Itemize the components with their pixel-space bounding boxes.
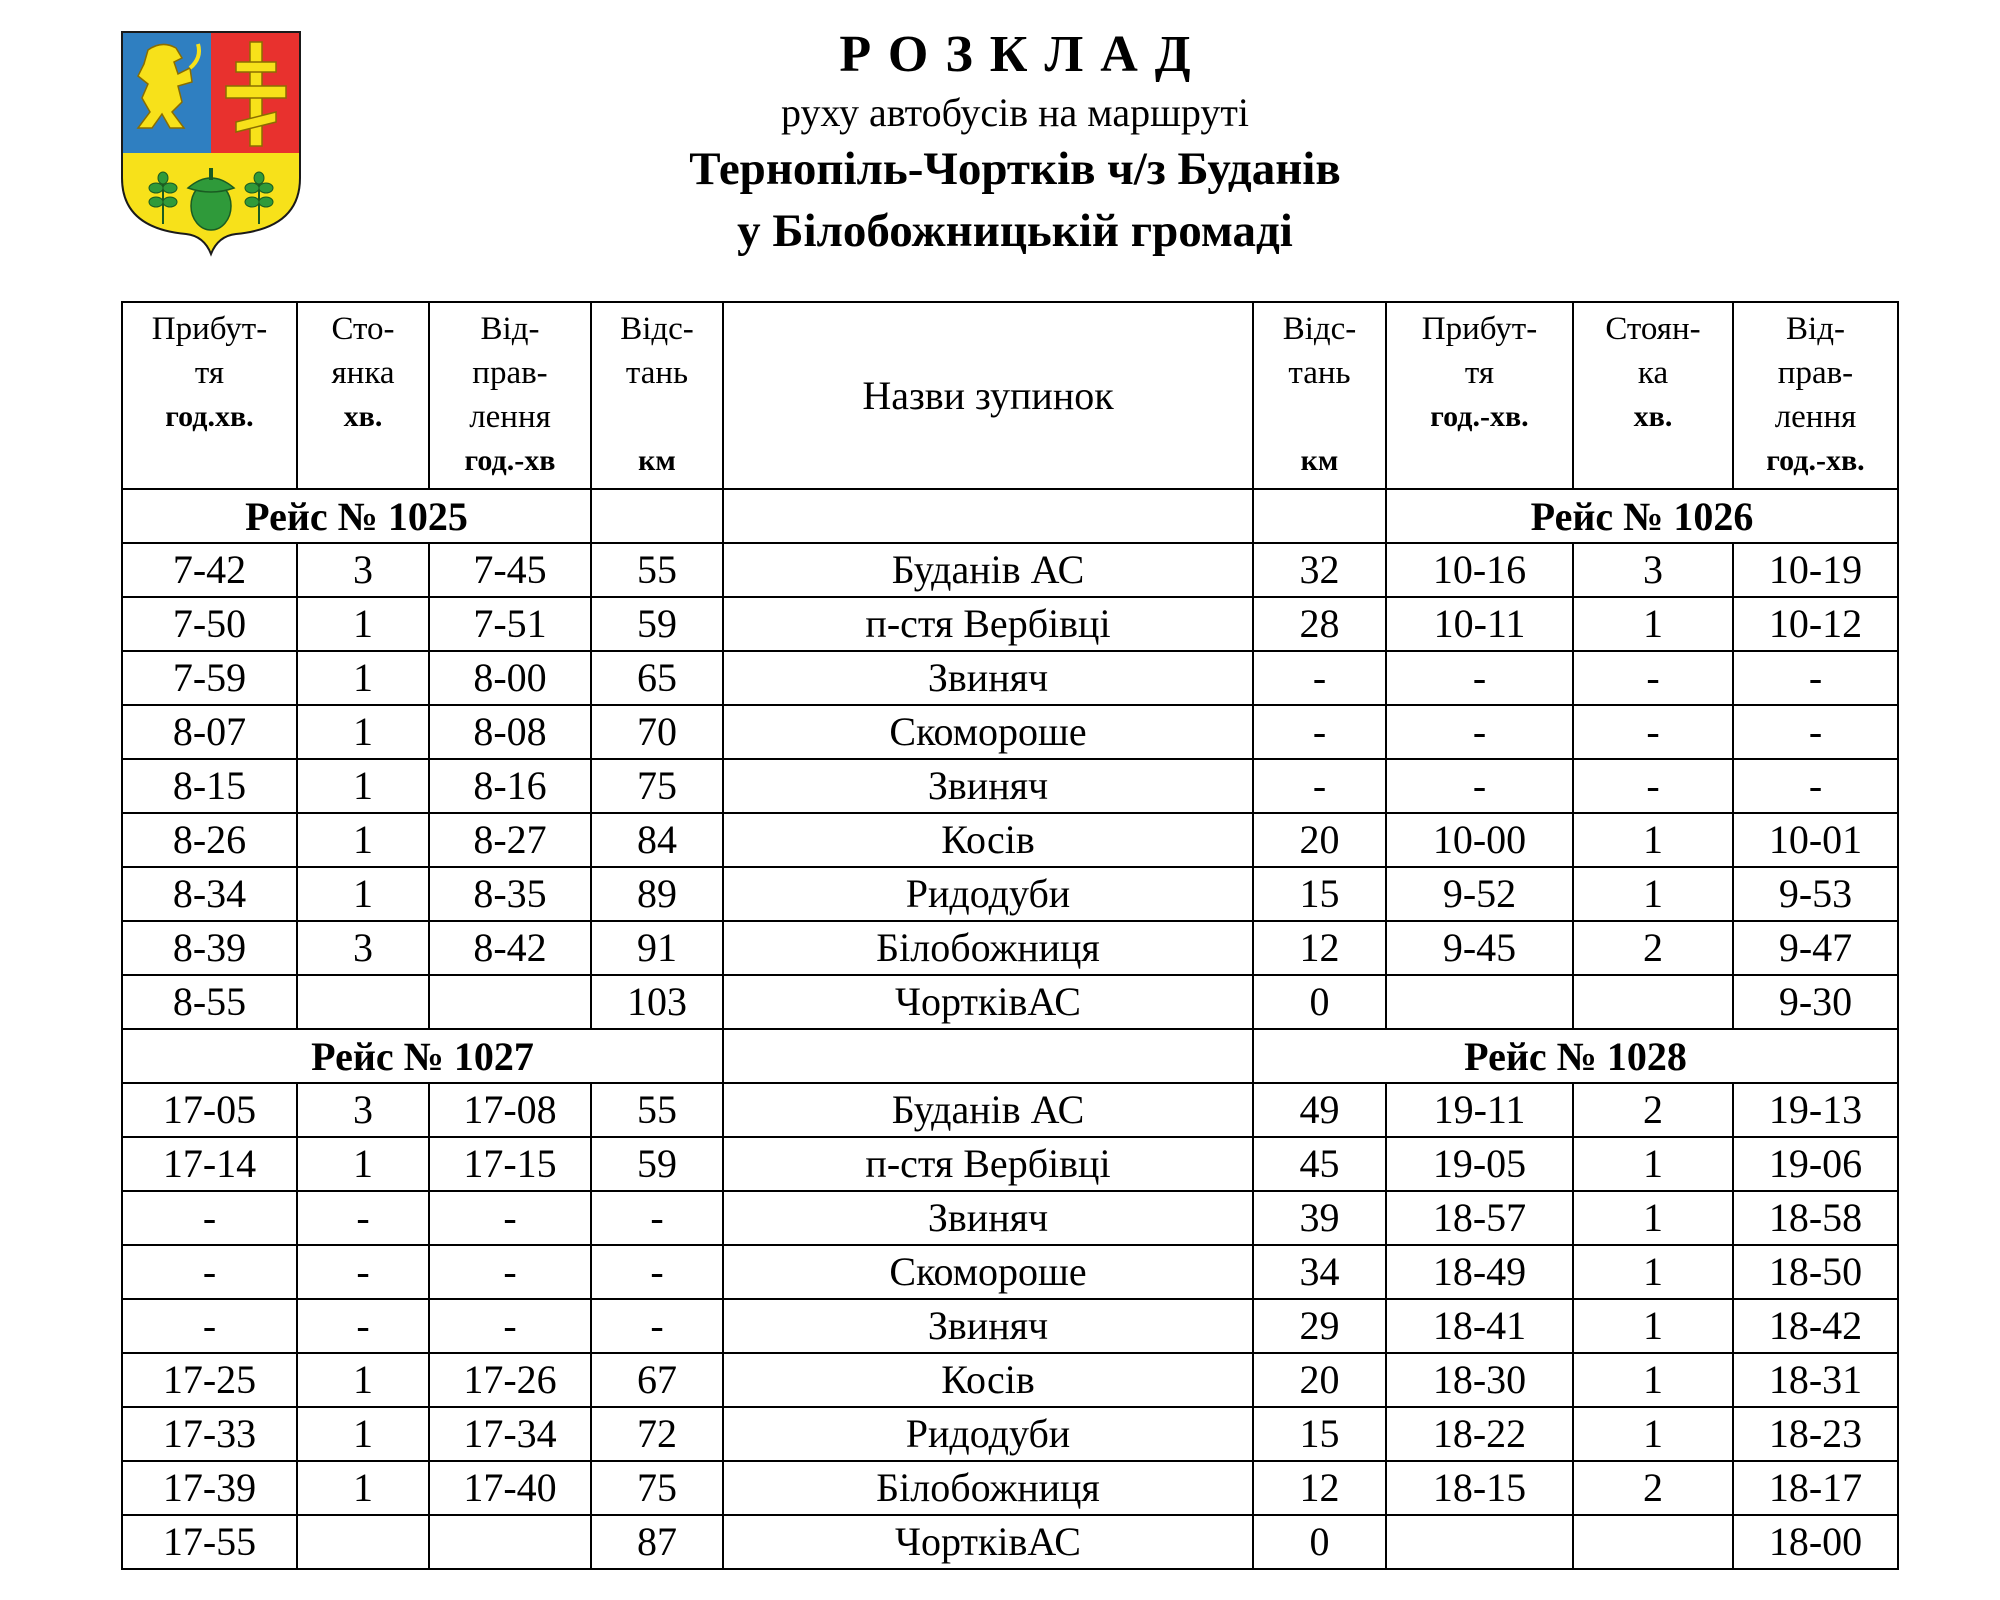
cell-stopover-right: 3 xyxy=(1573,543,1733,597)
cell-distance-right: 12 xyxy=(1253,1461,1386,1515)
cell-arrival-left: - xyxy=(122,1299,297,1353)
cell-stopover-right xyxy=(1573,1515,1733,1569)
trip-header-row xyxy=(122,1029,1898,1083)
cell-stopover-right: 1 xyxy=(1573,813,1733,867)
cell-arrival-right: 19-05 xyxy=(1386,1137,1573,1191)
cell-distance-right: 0 xyxy=(1253,1515,1386,1569)
table-row xyxy=(122,597,1898,651)
cell-departure-left: 17-15 xyxy=(429,1137,591,1191)
cell-stopover-right: 2 xyxy=(1573,921,1733,975)
cell-arrival-left: 17-33 xyxy=(122,1407,297,1461)
cell-stopover-left: - xyxy=(297,1191,429,1245)
coat-of-arms-emblem xyxy=(118,28,304,260)
cell-distance-right: 29 xyxy=(1253,1299,1386,1353)
cell-distance-right: 20 xyxy=(1253,813,1386,867)
cell-arrival-left: 8-55 xyxy=(122,975,297,1029)
cell-arrival-left: 7-50 xyxy=(122,597,297,651)
cell-arrival-right xyxy=(1386,975,1573,1029)
cell-stop-name: Звиняч xyxy=(723,759,1253,813)
cell-stopover-right: 1 xyxy=(1573,1191,1733,1245)
cell-departure-right: - xyxy=(1733,705,1898,759)
cell-stopover-right: 2 xyxy=(1573,1083,1733,1137)
cell-arrival-left: 17-55 xyxy=(122,1515,297,1569)
cell-departure-right: 10-01 xyxy=(1733,813,1898,867)
cell-stop-name: Скомороше xyxy=(723,1245,1253,1299)
cell-stop-name: п-стя Вербівці xyxy=(723,597,1253,651)
schedule-table xyxy=(121,301,1899,1570)
table-row xyxy=(122,1407,1898,1461)
cell-stopover-right: - xyxy=(1573,759,1733,813)
cell-departure-right: 9-30 xyxy=(1733,975,1898,1029)
col-departure-right: Від- прав- лення год.-хв. xyxy=(1733,302,1898,489)
cell-departure-left xyxy=(429,1515,591,1569)
table-row xyxy=(122,1137,1898,1191)
cell-arrival-right: - xyxy=(1386,705,1573,759)
cell-stopover-left xyxy=(297,1515,429,1569)
table-row xyxy=(122,759,1898,813)
cell-stopover-left: 1 xyxy=(297,1137,429,1191)
cell-distance-right: 20 xyxy=(1253,1353,1386,1407)
table-row xyxy=(122,813,1898,867)
cell-departure-right: - xyxy=(1733,759,1898,813)
cell-stop-name: Буданів АС xyxy=(723,543,1253,597)
cell-arrival-left: 8-34 xyxy=(122,867,297,921)
cell-arrival-right: 9-52 xyxy=(1386,867,1573,921)
schedule-block-evening xyxy=(122,1083,1898,1569)
cell-distance-right: 39 xyxy=(1253,1191,1386,1245)
cell-departure-right: 10-19 xyxy=(1733,543,1898,597)
cell-stopover-right: 1 xyxy=(1573,867,1733,921)
cell-arrival-left: 17-14 xyxy=(122,1137,297,1191)
cell-arrival-right xyxy=(1386,1515,1573,1569)
cell-stop-name: п-стя Вербівці xyxy=(723,1137,1253,1191)
cell-stopover-left: 1 xyxy=(297,1461,429,1515)
cell-distance-left: 103 xyxy=(591,975,723,1029)
cell-distance-right: 49 xyxy=(1253,1083,1386,1137)
cell-distance-left: 89 xyxy=(591,867,723,921)
cell-stopover-left: 1 xyxy=(297,597,429,651)
cell-departure-left: 17-26 xyxy=(429,1353,591,1407)
cell-arrival-right: 18-41 xyxy=(1386,1299,1573,1353)
cell-stopover-right: 1 xyxy=(1573,1299,1733,1353)
cell-arrival-right: 18-30 xyxy=(1386,1353,1573,1407)
cell-distance-left: 65 xyxy=(591,651,723,705)
cell-departure-right: 10-12 xyxy=(1733,597,1898,651)
cell-departure-right: 18-58 xyxy=(1733,1191,1898,1245)
cell-stopover-left: 1 xyxy=(297,759,429,813)
table-row xyxy=(122,975,1898,1029)
cell-departure-left: 8-16 xyxy=(429,759,591,813)
cell-distance-left: - xyxy=(591,1191,723,1245)
cell-distance-left: 75 xyxy=(591,759,723,813)
table-row xyxy=(122,1191,1898,1245)
cell-departure-left xyxy=(429,975,591,1029)
cell-arrival-right: 18-15 xyxy=(1386,1461,1573,1515)
cell-departure-left: 8-35 xyxy=(429,867,591,921)
cell-arrival-left: 8-39 xyxy=(122,921,297,975)
table-row xyxy=(122,867,1898,921)
cell-stop-name: Білобожниця xyxy=(723,921,1253,975)
cell-stopover-left: 3 xyxy=(297,1083,429,1137)
cell-stopover-left: 1 xyxy=(297,651,429,705)
cell-departure-left: - xyxy=(429,1191,591,1245)
trip-label-1025: Рейс № 1025 xyxy=(122,489,591,543)
cell-distance-right: - xyxy=(1253,651,1386,705)
cell-distance-left: 67 xyxy=(591,1353,723,1407)
cell-stopover-left: 1 xyxy=(297,1407,429,1461)
cell-departure-left: 7-45 xyxy=(429,543,591,597)
table-row xyxy=(122,1515,1898,1569)
cell-stop-name: Косів xyxy=(723,813,1253,867)
cell-arrival-right: - xyxy=(1386,651,1573,705)
cell-stopover-left: 3 xyxy=(297,543,429,597)
cell-distance-left: 55 xyxy=(591,1083,723,1137)
cell-arrival-right: 9-45 xyxy=(1386,921,1573,975)
cell-stopover-left: 1 xyxy=(297,705,429,759)
cell-stopover-left: - xyxy=(297,1299,429,1353)
cell-distance-left: 59 xyxy=(591,1137,723,1191)
cell-distance-right: - xyxy=(1253,705,1386,759)
cell-arrival-left: - xyxy=(122,1245,297,1299)
cell-departure-right: 18-17 xyxy=(1733,1461,1898,1515)
cell-arrival-right: 10-16 xyxy=(1386,543,1573,597)
table-row xyxy=(122,1353,1898,1407)
table-row xyxy=(122,1083,1898,1137)
trip-label-1026: Рейс № 1026 xyxy=(1386,489,1898,543)
cell-departure-left: 17-40 xyxy=(429,1461,591,1515)
cell-stopover-left: 1 xyxy=(297,867,429,921)
cell-departure-left: 17-34 xyxy=(429,1407,591,1461)
cell-departure-right: 18-31 xyxy=(1733,1353,1898,1407)
cell-distance-right: 28 xyxy=(1253,597,1386,651)
cell-stop-name: ЧортківАС xyxy=(723,1515,1253,1569)
cell-stopover-right: 1 xyxy=(1573,1245,1733,1299)
table-row xyxy=(122,1245,1898,1299)
cell-stopover-right: 1 xyxy=(1573,1137,1733,1191)
cell-stopover-left: 1 xyxy=(297,1353,429,1407)
cell-departure-right: 18-00 xyxy=(1733,1515,1898,1569)
document-header xyxy=(580,22,1450,262)
cell-stopover-right: 2 xyxy=(1573,1461,1733,1515)
cell-departure-left: 8-08 xyxy=(429,705,591,759)
cell-distance-right: 32 xyxy=(1253,543,1386,597)
cell-stop-name: Ридодуби xyxy=(723,1407,1253,1461)
cell-stop-name: Буданів АС xyxy=(723,1083,1253,1137)
cell-distance-left: 70 xyxy=(591,705,723,759)
cell-stop-name: Звиняч xyxy=(723,1191,1253,1245)
cell-departure-right: 18-42 xyxy=(1733,1299,1898,1353)
cell-departure-right: 18-23 xyxy=(1733,1407,1898,1461)
table-row xyxy=(122,651,1898,705)
cell-stop-name: Білобожниця xyxy=(723,1461,1253,1515)
cell-stopover-left: - xyxy=(297,1245,429,1299)
cell-distance-left: 84 xyxy=(591,813,723,867)
cell-stopover-left: 3 xyxy=(297,921,429,975)
document-title: РОЗКЛАД xyxy=(839,26,1208,83)
cell-distance-right: - xyxy=(1253,759,1386,813)
cell-arrival-right: 19-11 xyxy=(1386,1083,1573,1137)
cell-distance-right: 34 xyxy=(1253,1245,1386,1299)
cell-distance-right: 15 xyxy=(1253,1407,1386,1461)
cell-departure-right: 18-50 xyxy=(1733,1245,1898,1299)
cell-arrival-left: 7-42 xyxy=(122,543,297,597)
cell-stop-name: Звиняч xyxy=(723,1299,1253,1353)
cell-distance-right: 12 xyxy=(1253,921,1386,975)
col-distance-right: Відс- тань км xyxy=(1253,302,1386,489)
cell-distance-left: 55 xyxy=(591,543,723,597)
cell-departure-left: 8-27 xyxy=(429,813,591,867)
cell-distance-left: 75 xyxy=(591,1461,723,1515)
table-row xyxy=(122,1461,1898,1515)
route-name: Тернопіль-Чортків ч/з Буданів xyxy=(689,143,1341,195)
cell-arrival-left: 7-59 xyxy=(122,651,297,705)
cell-arrival-right: 10-00 xyxy=(1386,813,1573,867)
schedule-block-morning xyxy=(122,543,1898,1029)
col-arrival-left: Прибут- тя год.хв. xyxy=(122,302,297,489)
cell-arrival-right: 18-57 xyxy=(1386,1191,1573,1245)
cell-arrival-right: 18-22 xyxy=(1386,1407,1573,1461)
cell-stopover-right: 1 xyxy=(1573,597,1733,651)
cell-distance-right: 0 xyxy=(1253,975,1386,1029)
cell-distance-left: - xyxy=(591,1299,723,1353)
cell-departure-left: 8-00 xyxy=(429,651,591,705)
cell-departure-left: 17-08 xyxy=(429,1083,591,1137)
cell-stopover-right xyxy=(1573,975,1733,1029)
cell-stop-name: Звиняч xyxy=(723,651,1253,705)
cell-stopover-right: - xyxy=(1573,705,1733,759)
column-header-row xyxy=(122,302,1898,489)
cell-arrival-left: - xyxy=(122,1191,297,1245)
col-stop-names: Назви зупинок xyxy=(723,302,1253,489)
cell-departure-left: 7-51 xyxy=(429,597,591,651)
trip-label-1027: Рейс № 1027 xyxy=(122,1029,723,1083)
cell-departure-left: - xyxy=(429,1245,591,1299)
cell-stop-name: ЧортківАС xyxy=(723,975,1253,1029)
col-stopover-left: Сто- янка хв. xyxy=(297,302,429,489)
cell-distance-left: 91 xyxy=(591,921,723,975)
cell-arrival-left: 17-05 xyxy=(122,1083,297,1137)
cell-departure-right: 19-13 xyxy=(1733,1083,1898,1137)
cell-arrival-right: 18-49 xyxy=(1386,1245,1573,1299)
cell-stop-name: Косів xyxy=(723,1353,1253,1407)
cell-departure-right: 19-06 xyxy=(1733,1137,1898,1191)
table-row xyxy=(122,543,1898,597)
cell-departure-right: 9-53 xyxy=(1733,867,1898,921)
cell-departure-right: - xyxy=(1733,651,1898,705)
trip-header-row xyxy=(122,489,1898,543)
cell-stopover-left xyxy=(297,975,429,1029)
cell-arrival-left: 8-26 xyxy=(122,813,297,867)
cell-distance-right: 45 xyxy=(1253,1137,1386,1191)
cell-arrival-left: 17-25 xyxy=(122,1353,297,1407)
cell-departure-left: 8-42 xyxy=(429,921,591,975)
table-row xyxy=(122,705,1898,759)
cell-stopover-right: 1 xyxy=(1573,1407,1733,1461)
cell-arrival-right: 10-11 xyxy=(1386,597,1573,651)
cell-arrival-right: - xyxy=(1386,759,1573,813)
cell-distance-left: 72 xyxy=(591,1407,723,1461)
col-departure-left: Від- прав- лення год.-хв xyxy=(429,302,591,489)
cell-departure-left: - xyxy=(429,1299,591,1353)
col-arrival-right: Прибут- тя год.-хв. xyxy=(1386,302,1573,489)
cell-distance-left: 87 xyxy=(591,1515,723,1569)
cell-arrival-left: 17-39 xyxy=(122,1461,297,1515)
cell-departure-right: 9-47 xyxy=(1733,921,1898,975)
document-subtitle: руху автобусів на маршруті xyxy=(781,90,1249,135)
table-row xyxy=(122,1299,1898,1353)
cell-stopover-left: 1 xyxy=(297,813,429,867)
col-distance-left: Відс- тань км xyxy=(591,302,723,489)
cell-arrival-left: 8-07 xyxy=(122,705,297,759)
cell-distance-left: 59 xyxy=(591,597,723,651)
cell-distance-left: - xyxy=(591,1245,723,1299)
cell-stop-name: Ридодуби xyxy=(723,867,1253,921)
cell-arrival-left: 8-15 xyxy=(122,759,297,813)
col-stopover-right: Стоян- ка хв. xyxy=(1573,302,1733,489)
cell-stop-name: Скомороше xyxy=(723,705,1253,759)
cell-stopover-right: - xyxy=(1573,651,1733,705)
table-row xyxy=(122,921,1898,975)
cell-stopover-right: 1 xyxy=(1573,1353,1733,1407)
community-name: у Білобожницькій громаді xyxy=(737,205,1293,257)
trip-label-1028: Рейс № 1028 xyxy=(1253,1029,1898,1083)
cell-distance-right: 15 xyxy=(1253,867,1386,921)
